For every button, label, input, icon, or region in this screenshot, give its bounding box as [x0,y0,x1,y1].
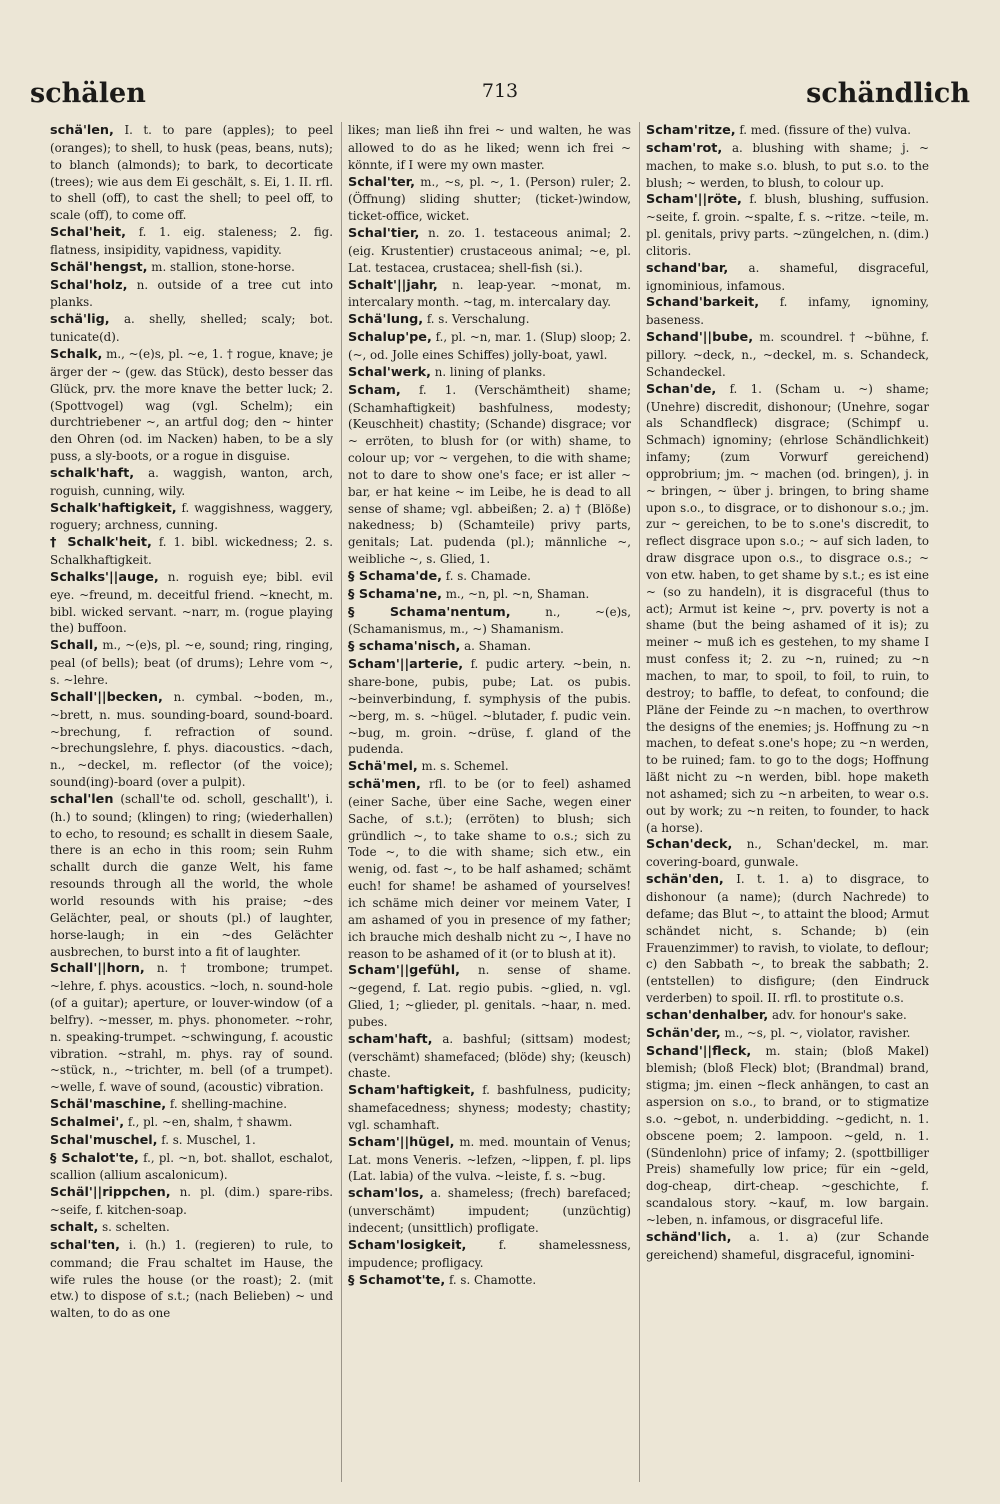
entry-headword: schä'men, [348,777,421,793]
entry-definition: f. s. Chamade. [442,568,531,583]
entry-definition: likes; man ließ ihn frei ~ und walten, he was allowed to do as he liked; wenn ich frei ~ könnte, if I were my own master. [348,123,631,172]
dictionary-entry [646,381,929,837]
entry-definition: f. 1. eig. staleness; 2. fig. flatness, insipidity, vapidness, vapidity. [50,225,333,257]
dictionary-entry [348,776,631,962]
entry-headword: Schäl'||rippchen, [50,1185,171,1201]
entry-definition: n. sense of shame. ~gegend, f. Lat. regio pubis. ~glied, n. vgl. Glied, 1; ~glieder, pl. genitals. ~haar, n. med. pubes. [348,963,631,1029]
dictionary-entry [348,122,631,174]
dictionary-entry [50,1150,333,1185]
dictionary-entry [50,259,333,277]
entry-headword: Schan'de, [646,381,717,397]
dictionary-entry [50,960,333,1096]
entry-headword: scham'los, [348,1186,424,1202]
entry-headword: † Schalk'heit, [50,535,152,551]
page-number: 713 [481,80,519,102]
entry-definition: m. s. Schemel. [417,759,509,774]
dictionary-entry [348,1237,631,1272]
entry-headword: schand'bar, [646,260,729,276]
entry-definition: n. zo. 1. testaceous animal; 2. (eig. Krustentier) crustaceous animal; ~e, pl. Lat. testacea, crustacea; shell-fish (si.). [348,226,631,275]
entry-definition: f., pl. ~n, bot. shallot, eschalot, scallion (allium ascalonicum). [50,1150,333,1183]
entry-definition: m. stain; (bloß Makel) blemish; (bloß Fleck) blot; (Brandmal) brand, stigma; jm. einen ~fleck anhängen, to cast an aspersion on s.o., to brand, or to stigmatize s.o. ~gebot, n. underbidding. ~gedicht, n. 1. obscene poem; 2. lampoon. ~geld, n. 1. (Sündenlohn) price of infamy; 2. (spottbilliger Preis) shamefully low price; für ein ~geld, dog-cheap, dirt-cheap. ~geschichte, f. scandalous story. ~kauf, m. low bargain. ~leben, n. infamous, or disgraceful life. [646,1043,929,1227]
entry-headword: Schand'barkeit, [646,295,760,311]
column-1 [50,122,333,1492]
dictionary-entry [646,329,929,381]
dictionary-entry [50,689,333,791]
entry-headword: Scham'||arterie, [348,657,464,673]
entry-headword: Schal'ter, [348,174,415,190]
entry-definition: m., ~(e)s, pl. ~e, sound; ring, ringing, peal (of bells); beat (of drums); Lehre vom ~, s. ~lehre. [50,638,333,687]
dictionary-entry [646,1229,929,1264]
entry-headword: Schall'||horn, [50,961,145,977]
entry-definition: n. pl. (dim.) spare-ribs. ~seife, f. kitchen-soap. [50,1185,333,1218]
entry-headword: schän'den, [646,872,724,888]
dictionary-entry [50,1132,333,1150]
dictionary-entry [646,191,929,259]
entry-headword: schal'len [50,791,114,807]
entry-headword: schan'denhalber, [646,1007,769,1023]
page-header [30,78,970,118]
dictionary-entry [50,1219,333,1237]
dictionary-entry [646,140,929,192]
entry-headword: scham'haft, [348,1031,433,1047]
entry-headword: schal'ten, [50,1237,121,1253]
entry-definition: I. t. 1. a) to disgrace, to dishonour (a name); (durch Nachrede) to defame; das Blut ~, to attaint the blood; Armut schändet nicht, s. Schande; b) (ein Frauenzimmer) to ravish, to violate, to deflour; c) den Sabbath ~, to break the sabbath; 2. (entstellen) to disfigure; (den Eindruck verderben) to spoil. II. rfl. to prostitute o.s. [646,872,929,1006]
entry-headword: schä'lig, [50,312,110,328]
entry-definition: n. cymbal. ~boden, m., ~brett, n. mus. sounding-board, sound-board. ~brechung, f. refraction of sound. ~brechungslehre, f. phys. diacoustics. ~dach, n., ~deckel, m. reflector (of the voice); sound(ing)-board (over a pulpit). [50,689,333,790]
dictionary-entry [50,637,333,689]
entry-headword: schalk'haft, [50,465,135,481]
dictionary-entry [348,1082,631,1134]
entry-definition: f. bashfulness, pudicity; shamefacedness; shyness; modesty; chastity; vgl. schamhaft. [348,1083,631,1132]
dictionary-entry [348,568,631,586]
entry-definition: m. scoundrel. † ~bühne, f. pillory. ~deck, n., ~deckel, m. s. Schandeck, Schandeckel. [646,330,929,379]
dictionary-entry [348,382,631,568]
entry-definition: f. infamy, ignominy, baseness. [646,295,929,328]
dictionary-entry [348,329,631,364]
entry-headword: Schäl'hengst, [50,259,148,275]
entry-headword: § Schama'de, [348,568,442,584]
entry-definition: f., pl. ~en, shalm, † shawm. [124,1114,293,1129]
entry-headword: Scham'ritze, [646,123,736,138]
entry-headword: Scham'||gefühl, [348,963,461,979]
entry-definition: n. leap-year. ~monat, m. intercalary month. ~tag, m. intercalary day. [348,277,631,310]
entry-definition: f. waggishness, waggery, roguery; archness, cunning. [50,500,333,533]
entry-definition: n. † trombone; trumpet. ~lehre, f. phys. acoustics. ~loch, n. sound-hole (of a guitar); aperture, or louver-window (of a belfry). ~messer, m. phys. phonometer. ~rohr, n. speaking-trumpet. ~schwingung, f. acoustic vibration. ~strahl, m. phys. ray of sound. ~stück, n., ~trichter, m. bell (of a trumpet). ~welle, f. wave of sound, (acoustic) vibration. [50,961,333,1095]
entry-headword: Schän'der, [646,1025,721,1041]
dictionary-entry [348,604,631,639]
entry-headword: scham'rot, [646,140,723,156]
dictionary-entry [348,174,631,226]
entry-headword: schalt, [50,1220,99,1235]
right-running-head: schändlich [806,78,970,109]
entry-definition: m., ~(e)s, pl. ~e, 1. † rogue, knave; je ärger der ~ (gew. das Stück), desto besser das Glück, prv. the more knave the better luck; 2. (Spottvogel) wag (vgl. Schelm); ein durchtriebener ~, an artful dog; den ~ hinter den Ohren (od. im Nacken) haben, to be a sly puss, a sly-boots, or a rogue in disguise. [50,346,333,464]
entry-definition: (schall'te od. scholl, geschallt'), i. (h.) to sound; (klingen) to ring; (wiederhallen) to echo, to resound; es schallt in diesem Saale, there is an echo in this room; sein Ruhm schallt durch die ganze Welt, his fame resounds through all the world, the whole world resounds with his praise; ~des Gelächter, peal, or shouts (pl.) of laughter, horse-laugh; in ein ~des Gelächter ausbrechen, to burst into a fit of laughter. [50,791,333,959]
dictionary-entry [50,1184,333,1219]
dictionary-entry [50,534,333,569]
dictionary-entry [348,1272,631,1290]
left-running-head: schälen [30,78,146,109]
entry-headword: Scham'||röte, [646,192,742,208]
dictionary-entry [646,871,929,1007]
entry-headword: Scham'||hügel, [348,1134,455,1150]
dictionary-entry [348,364,631,382]
entry-definition: f. s. Chamotte. [445,1272,537,1287]
entry-headword: Schal'werk, [348,364,432,380]
entry-headword: Schall'||becken, [50,689,163,705]
dictionary-entry [50,122,333,224]
entry-headword: Schalk, [50,346,103,362]
entry-definition: f., pl. ~n, mar. 1. (Slup) sloop; 2. (~, od. Jolle eines Schiffes) jolly-boat, yawl. [348,330,631,362]
entry-definition: f. 1. bibl. wickedness; 2. s. Schalkhaftigkeit. [50,535,333,568]
entry-headword: Schalk'haftigkeit, [50,500,177,516]
dictionary-entry [646,1043,929,1229]
dictionary-entry [646,294,929,329]
dictionary-entry [50,224,333,259]
entry-headword: Schal'muschel, [50,1132,158,1148]
entry-headword: Scham, [348,382,401,398]
dictionary-entry [348,1185,631,1237]
dictionary-entry [348,311,631,329]
entry-headword: Schall, [50,638,99,654]
entry-definition: a. Shaman. [460,639,531,654]
entry-headword: Schalt'||jahr, [348,277,438,293]
entry-headword: Schalup'pe, [348,330,432,346]
entry-definition: f. blush, blushing, suffusion. ~seite, f. groin. ~spalte, f. s. ~ritze. ~teile, m. pl. genitals, privy parts. ~züngelchen, n. (dim.) clitoris. [646,192,929,258]
dictionary-entry [50,1114,333,1132]
dictionary-entry [50,346,333,465]
entry-definition: a. 1. a) (zur Schande gereichend) shameful, disgraceful, ignomini- [646,1229,929,1262]
entry-definition: f. 1. (Scham u. ~) shame; (Unehre) discredit, dishonour; (Unehre, sogar als Schandfleck) disgrace; (Schimpf u. Schmach) ignominy; (ehrlose Schändlichkeit) infamy; (zum Vorwurf gereichend) opprobrium; jm. ~ machen (od. bringen), j. in ~ bringen, ~ über j. bringen, to bring shame upon s.o., to disgrace, or to dishonour s.o.; jm. zur ~ gereichen, to be to s.one's discredit, to reflect disgrace upon s.o.; ~ auf sich laden, to draw disgrace upon o.s., to disgrace o.s.; ~ von etw. haben, to get shame by s.t.; es ist eine ~ (so zu handeln), it is disgraceful (thus to act); Armut ist keine ~, prv. poverty is not a shame (but the being ashamed of it is); zu meiner ~ muß ich es gestehen, to my shame I must confess it; 2. zu ~n, ruined; zu ~n machen, to mar, to spoil, to foil, to ruin, to destroy; to baffle, to defeat, to confound; die Pläne der Feinde zu ~n machen, to overthrow the designs of the enemies; js. Hoffnung zu ~n machen, to defeat s.one's hope; zu ~n werden, to be ruined; fam. to go to the dogs; Hoffnung läßt nicht zu ~n werden, bibl. hope maketh not ashamed; sich zu ~n arbeiten, to wear o.s. out by work; zu ~n reiten, to founder, to hack (a horse). [646,381,929,835]
entry-definition: n., ~(e)s, (Schamanismus, m., ~) Shamanism. [348,604,631,637]
dictionary-entry [50,500,333,535]
dictionary-entry [646,836,929,871]
column-2 [348,122,631,1492]
column-3 [646,122,929,1492]
entry-definition: i. (h.) 1. (regieren) to rule, to command; die Frau schaltet im Hause, the wife rules the house (or the roast); 2. (mit etw.) to dispose of s.t.; (nach Belieben) ~ und walten, to do as one [50,1237,333,1321]
entry-definition: m., ~n, pl. ~n, Shaman. [441,586,590,601]
entry-definition: n., Schan'deckel, m. mar. covering-board, gunwale. [646,837,929,870]
entry-headword: Schä'mel, [348,759,418,775]
entry-headword: § Schama'ne, [348,586,442,602]
dictionary-entry [50,311,333,346]
entry-headword: § schama'nisch, [348,639,461,655]
entry-headword: Schal'holz, [50,277,128,293]
entry-definition: n. outside of a tree cut into planks. [50,277,333,310]
entry-definition: f. s. Muschel, 1. [157,1132,256,1147]
dictionary-entry [50,277,333,312]
dictionary-entry [50,791,333,960]
entry-headword: Schand'||bube, [646,330,754,346]
entry-definition: rfl. to be (or to feel) ashamed (einer Sache, über eine Sache, wegen einer Sache, of s.t.); (erröten) to blush; sich gründlich ~, to take shame to o.s.; sich zu Tode ~, to die with shame; sich etw., ein wenig, od. fast ~, to be half ashamed; schämt euch! for shame! be ashamed of yourselves! ich schäme mich deiner vor meinem Vater, I am ashamed of you in presence of my father; ich brauche mich deshalb nicht zu ~, I have no reason to be ashamed of it (or to blush at it). [348,777,631,961]
entry-definition: f. 1. (Verschämtheit) shame; (Schamhaftigkeit) bashfulness, modesty; (Keuschheit) chastity; (Schande) disgrace; vor ~ erröten, to blush for (or with) shame, to colour up; vor ~ vergehen, to die with shame; not to dare to show one's face; er ist aller ~ bar, er hat keine ~ im Leibe, he is dead to all sense of shame; vgl. abbeißen; 2. a) † (Blöße) nakedness; b) (Schamteile) privy parts, genitals; Lat. pudenda (pl.); männliche ~, weibliche ~, s. Glied, 1. [348,382,631,567]
entry-headword: Scham'haftigkeit, [348,1083,475,1099]
dictionary-entry [348,758,631,776]
dictionary-entry [348,586,631,604]
entry-headword: Schalks'||auge, [50,569,159,585]
dictionary-entry [348,962,631,1030]
dictionary-entry [348,638,631,656]
entry-definition: n. roguish eye; bibl. evil eye. ~freund, m. deceitful friend. ~knecht, m. bibl. wicked servant. ~narr, m. (rogue playing the) buffoon. [50,569,333,636]
entry-headword: Schä'lung, [348,312,424,328]
entry-headword: Scham'losigkeit, [348,1237,467,1253]
entry-headword: Schal'tier, [348,226,420,242]
dictionary-entry [348,656,631,758]
entry-definition: m. stallion, stone-horse. [147,259,295,274]
dictionary-entry [646,1007,929,1025]
dictionary-entry [646,1025,929,1043]
entry-headword: Schäl'maschine, [50,1097,167,1113]
dictionary-entry [50,465,333,500]
entry-headword: Schal'heit, [50,225,127,241]
entry-definition: a. shameful, disgraceful, ignominious, infamous. [646,260,929,293]
entry-definition: a. blushing with shame; j. ~ machen, to make s.o. blush, to put s.o. to the blush; ~ werden, to blush, to colour up. [646,140,929,190]
entry-headword: § Schama'nentum, [348,604,511,620]
dictionary-entry [50,1096,333,1114]
entry-definition: m., ~s, pl. ~, 1. (Person) ruler; 2. (Öffnung) sliding shutter; (ticket-)window, ticket-office, wicket. [348,174,631,224]
dictionary-entry [646,260,929,295]
entry-definition: adv. for honour's sake. [768,1007,907,1022]
entry-headword: schä'len, [50,123,114,138]
entry-headword: Schan'deck, [646,837,733,853]
dictionary-entry [50,569,333,637]
entry-definition: f. pudic artery. ~bein, n. share-bone, pubis, pube; Lat. os pubis. ~beinverbindung, f. symphysis of the pubis. ~berg, m. s. ~hügel. ~blutader, f. pudic vein. ~bug, m. groin. ~drüse, f. gland of the pudenda. [348,657,631,757]
entry-definition: f. shelling-machine. [166,1097,287,1112]
entry-definition: n. lining of planks. [431,364,546,379]
entry-definition: a. waggish, wanton, arch, roguish, cunning, wily. [50,465,333,498]
dictionary-entry [646,122,929,140]
entry-definition: a. shameless; (frech) barefaced; (unverschämt) impudent; (unzüchtig) indecent; (unsittlich) profligate. [348,1186,631,1235]
entry-definition: m. med. mountain of Venus; Lat. mons Veneris. ~lefzen, ~lippen, f. pl. lips (Lat. labia) of the vulva. ~leiste, f. s. ~bug. [348,1134,631,1184]
entry-definition: f. med. (fissure of the) vulva. [735,123,911,137]
dictionary-entry [348,277,631,312]
entry-headword: schänd'lich, [646,1229,732,1245]
dictionary-entry [348,1031,631,1083]
dictionary-entry [50,1237,333,1322]
entry-definition: f. s. Verschalung. [423,312,530,327]
entry-definition: a. shelly, shelled; scaly; bot. tunicate(d). [50,312,333,345]
dictionary-entry [348,225,631,277]
entry-definition: s. schelten. [98,1220,170,1234]
dictionary-entry [348,1134,631,1186]
entry-headword: Schalmei', [50,1114,125,1130]
entry-definition: m., ~s, pl. ~, violator, ravisher. [720,1025,911,1040]
entry-definition: I. t. to pare (apples); to peel (oranges); to shell, to husk (peas, beans, nuts); to blanch (almonds); to bark, to decorticate (trees); wie aus dem Ei geschält, s. Ei, 1. II. rfl. to shell (off), to cast the shell; to peel off, to scale (off), to come off. [50,123,333,223]
columns [50,122,930,1492]
entry-definition: a. bashful; (sittsam) modest; (verschämt) shamefaced; (blöde) shy; (keusch) chaste. [348,1031,631,1081]
entry-headword: § Schalot'te, [50,1150,139,1166]
entry-headword: Schand'||fleck, [646,1043,752,1059]
entry-headword: § Schamot'te, [348,1272,446,1288]
entry-definition: f. shamelessness, impudence; profligacy. [348,1237,631,1270]
